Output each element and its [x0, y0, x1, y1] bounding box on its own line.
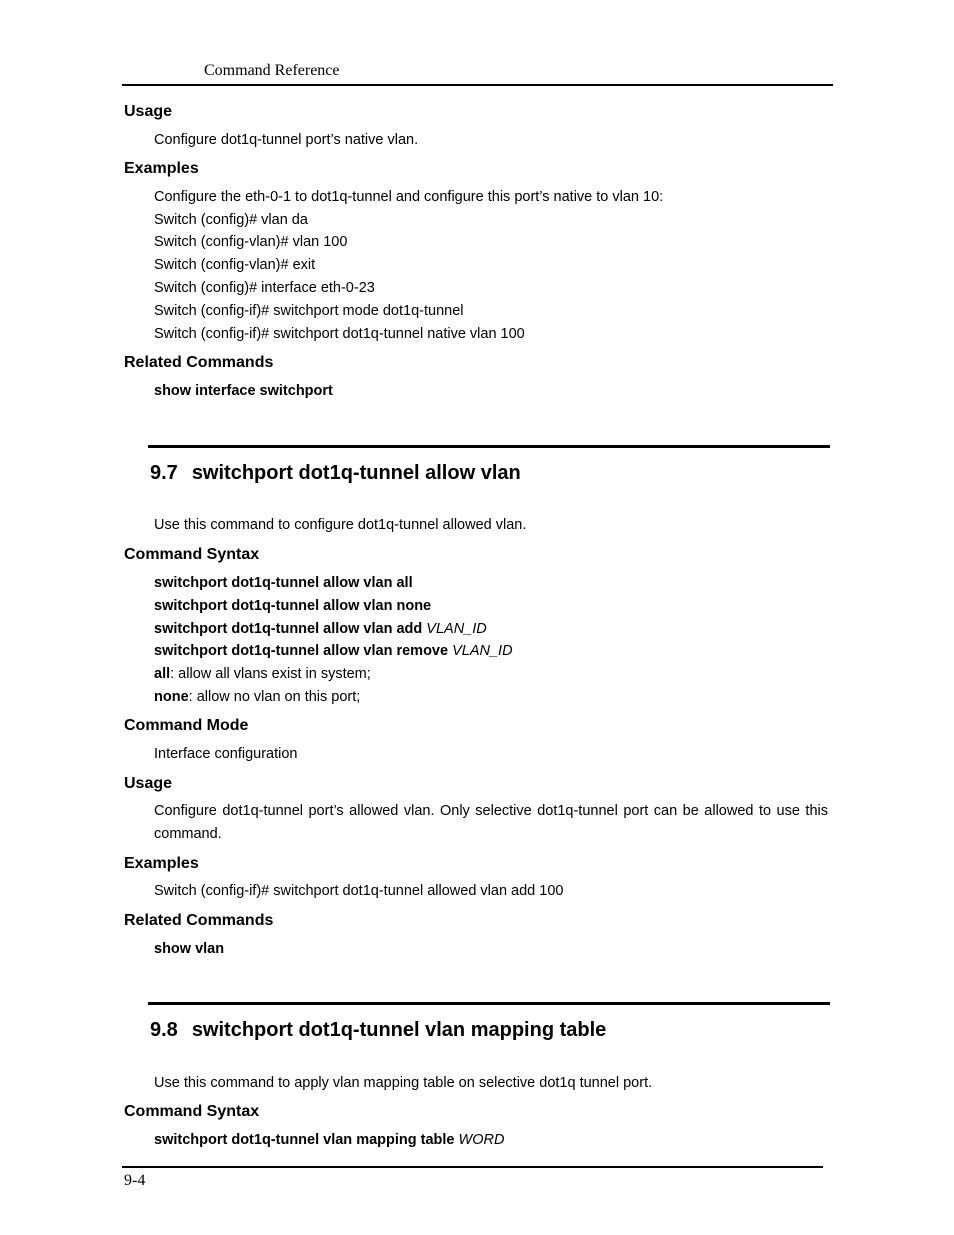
command-syntax-heading: Command Syntax — [124, 1103, 260, 1120]
section-rule — [148, 445, 830, 448]
example-line: Switch (config-vlan)# vlan 100 — [154, 234, 348, 250]
section-number: 9.8 — [150, 1019, 178, 1041]
syntax-line: switchport dot1q-tunnel allow vlan add VLAN_ID — [154, 621, 487, 637]
example-line: Switch (config-vlan)# exit — [154, 257, 316, 273]
page-number: 9-4 — [124, 1172, 146, 1189]
parameter-line: all: allow all vlans exist in system; — [154, 666, 371, 682]
section-heading — [150, 1019, 606, 1042]
command-syntax-heading: Command Syntax — [124, 546, 260, 563]
header-rule — [122, 84, 833, 86]
command-mode-heading: Command Mode — [124, 717, 249, 734]
example-line: Switch (config)# vlan da — [154, 212, 308, 228]
command-mode-text: Interface configuration — [154, 746, 298, 762]
example-line: Switch (config-if)# switchport dot1q-tunnel native vlan 100 — [154, 326, 525, 342]
section-title: switchport dot1q-tunnel vlan mapping table — [191, 1019, 607, 1041]
examples-heading: Examples — [124, 855, 199, 872]
syntax-line: switchport dot1q-tunnel allow vlan all — [154, 575, 413, 591]
section-rule — [148, 1002, 830, 1005]
example-line: Switch (config-if)# switchport dot1q-tunnel allowed vlan add 100 — [154, 883, 564, 899]
section-intro: Use this command to apply vlan mapping table on selective dot1q tunnel port. — [154, 1075, 653, 1091]
running-header-title: Command Reference — [204, 62, 340, 79]
example-line: Switch (config-if)# switchport mode dot1q-tunnel — [154, 303, 464, 319]
usage-text: Configure dot1q-tunnel port’s native vlan. — [154, 132, 419, 148]
syntax-line: switchport dot1q-tunnel vlan mapping table WORD — [154, 1132, 505, 1148]
usage-heading: Usage — [124, 103, 173, 120]
related-commands-heading: Related Commands — [124, 354, 274, 371]
section-intro: Use this command to configure dot1q-tunnel allowed vlan. — [154, 517, 527, 533]
section-number: 9.7 — [150, 462, 178, 484]
section-heading — [150, 462, 521, 485]
section-title: switchport dot1q-tunnel allow vlan — [191, 462, 521, 484]
usage-text: Configure dot1q-tunnel port’s allowed vlan. Only selective dot1q-tunnel port can be allowed to use this command. — [154, 803, 828, 842]
footer-rule — [122, 1166, 823, 1168]
example-line: Configure the eth-0-1 to dot1q-tunnel and configure this port’s native to vlan 10: — [154, 189, 664, 205]
example-line: Switch (config)# interface eth-0-23 — [154, 280, 375, 296]
examples-heading: Examples — [124, 160, 199, 177]
usage-heading: Usage — [124, 775, 173, 792]
syntax-line: switchport dot1q-tunnel allow vlan none — [154, 598, 432, 614]
related-commands-heading: Related Commands — [124, 912, 274, 929]
parameter-line: none: allow no vlan on this port; — [154, 689, 361, 705]
syntax-line: switchport dot1q-tunnel allow vlan remove VLAN_ID — [154, 643, 513, 659]
related-command: show interface switchport — [154, 383, 333, 399]
related-command: show vlan — [154, 941, 225, 957]
